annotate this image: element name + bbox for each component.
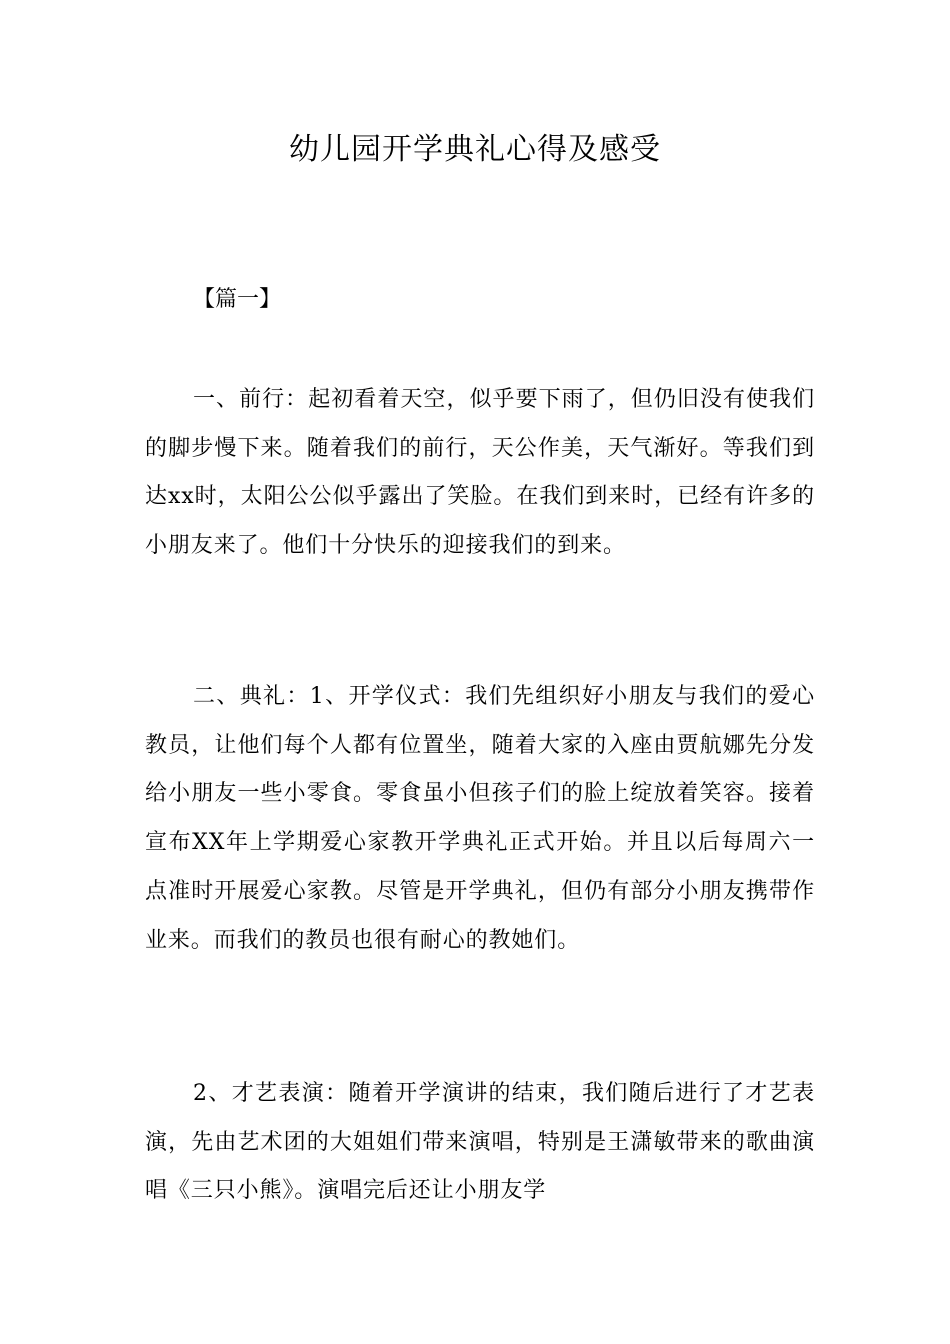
- paragraph: 2、才艺表演：随着开学演讲的结束，我们随后进行了才艺表演，先由艺术团的大姐姐们带来演唱，特别是王潇敏带来的歌曲演唱《三只小熊》。演唱完后还让小朋友学: [145, 1081, 815, 1204]
- paragraph: 二、典礼：1、开学仪式：我们先组织好小朋友与我们的爱心教员，让他们每个人都有位置坐，随着大家的入座由贾航娜先分发给小朋友一些小零食。零食虽小但孩子们的脸上绽放着笑容。接着宣布XX年上学期爱心家教开学典礼正式开始。并且以后每周六一点准时开展爱心家教。尽管是开学典礼，但仍有部分小朋友携带作业来。而我们的教员也很有耐心的教她们。: [145, 684, 815, 953]
- paragraph: 一、前行：起初看着天空，似乎要下雨了，但仍旧没有使我们的脚步慢下来。随着我们的前行，天公作美，天气渐好。等我们到达xx时，太阳公公似乎露出了笑脸。在我们到来时，已经有许多的小朋友来了。他们十分快乐的迎接我们的到来。: [145, 387, 815, 559]
- section-label: 【篇一】: [193, 287, 282, 312]
- document-title: 幼儿园开学典礼心得及感受: [289, 132, 661, 167]
